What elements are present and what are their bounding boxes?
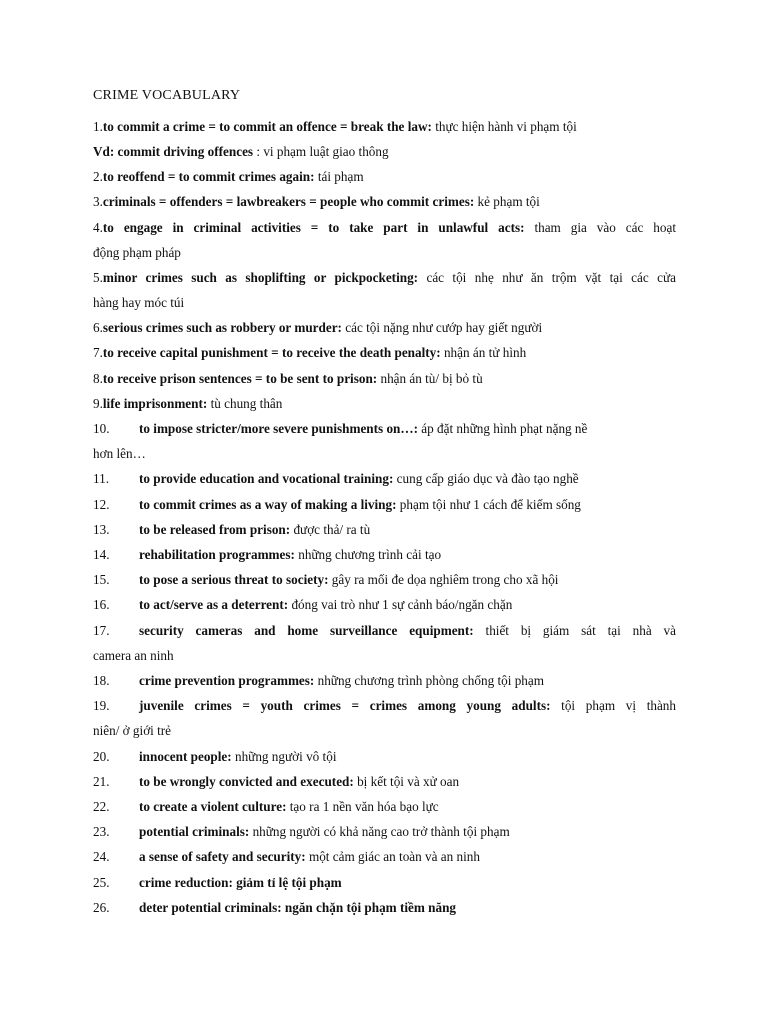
item-gloss: những chương trình cải tạo bbox=[294, 547, 442, 562]
item-gloss: các tội nhẹ như ăn trộm vặt tại các cửa bbox=[418, 270, 676, 285]
item-term: criminals = offenders = lawbreakers = people who commit crimes: bbox=[102, 194, 475, 209]
item-term: to commit crimes as a way of making a living: bbox=[139, 497, 397, 512]
vocab-item-17-continuation: camera an ninh bbox=[93, 648, 174, 663]
vocab-item-22 bbox=[93, 798, 676, 816]
item-gloss: kẻ phạm tội bbox=[474, 194, 540, 209]
item-term: to create a violent culture: bbox=[139, 799, 287, 814]
item-gloss: tù chung thân bbox=[207, 396, 283, 411]
item-term: to be wrongly convicted and executed: bbox=[139, 774, 354, 789]
item-term: life imprisonment: bbox=[102, 396, 208, 411]
vocab-item-16 bbox=[93, 596, 676, 614]
item-term: a sense of safety and security: bbox=[139, 849, 306, 864]
item-number: 12. bbox=[93, 497, 110, 512]
item-number: 14. bbox=[93, 547, 110, 562]
item-gloss: các tội nặng như cướp hay giết người bbox=[341, 320, 543, 335]
item-number: 18. bbox=[93, 673, 110, 688]
item-term: to receive prison sentences = to be sent to prison: bbox=[102, 371, 378, 386]
page-title: CRIME VOCABULARY bbox=[93, 88, 241, 103]
item-gloss: tội phạm vị thành bbox=[550, 698, 676, 713]
vocab-item-10-continuation: hơn lên… bbox=[93, 446, 146, 461]
vocab-item-25 bbox=[93, 874, 676, 892]
vocab-item-18 bbox=[93, 672, 676, 690]
vocab-item-23 bbox=[93, 823, 676, 841]
item-term: juvenile crimes = youth crimes = crimes among young adults: bbox=[139, 698, 551, 713]
item-number: 3. bbox=[93, 194, 103, 209]
vocab-item-8 bbox=[93, 370, 676, 388]
example-term: Vd: commit driving offences bbox=[93, 144, 254, 159]
vocab-item-15 bbox=[93, 571, 676, 589]
item-number: 21. bbox=[93, 774, 110, 789]
vocab-item-19-continuation: niên/ ở giới trẻ bbox=[93, 723, 172, 738]
item-number: 8. bbox=[93, 371, 103, 386]
item-term: to provide education and vocational training: bbox=[139, 471, 394, 486]
item-number: 19. bbox=[93, 698, 110, 713]
vocab-item-21 bbox=[93, 773, 676, 791]
item-number: 1. bbox=[93, 119, 103, 134]
item-gloss: đóng vai trò như 1 sự cảnh báo/ngăn chặn bbox=[288, 597, 513, 612]
example-gloss: : vi phạm luật giao thông bbox=[253, 144, 389, 159]
item-number: 5. bbox=[93, 270, 103, 285]
vocab-item-17 bbox=[93, 622, 676, 640]
item-number: 6. bbox=[93, 320, 103, 335]
vocab-item-5-continuation: hàng hay móc túi bbox=[93, 295, 185, 310]
item-gloss: cung cấp giáo dục và đào tạo nghề bbox=[393, 471, 579, 486]
vocab-item-24 bbox=[93, 848, 676, 866]
vocab-item-12 bbox=[93, 496, 676, 514]
vocab-item-6 bbox=[93, 319, 676, 337]
item-term: minor crimes such as shoplifting or pickpocketing: bbox=[102, 270, 419, 285]
item-gloss: tham gia vào các hoạt bbox=[524, 220, 676, 235]
item-term: rehabilitation programmes: bbox=[139, 547, 295, 562]
vocab-item-4-continuation: động phạm pháp bbox=[93, 245, 181, 260]
item-gloss: những người có khả năng cao trở thành tội phạm bbox=[249, 824, 510, 839]
item-gloss: những chương trình phòng chống tội phạm bbox=[314, 673, 544, 688]
vocab-item-2 bbox=[93, 168, 676, 186]
vocab-item-19 bbox=[93, 697, 676, 715]
item-number: 24. bbox=[93, 849, 110, 864]
item-gloss: ngăn chặn tội phạm tiềm năng bbox=[281, 900, 457, 915]
item-gloss: tái phạm bbox=[314, 169, 364, 184]
item-gloss: thực hiện hành vi phạm tội bbox=[431, 119, 577, 134]
item-term: to commit a crime = to commit an offence = break the law: bbox=[102, 119, 432, 134]
item-number: 22. bbox=[93, 799, 110, 814]
item-gloss: tạo ra 1 nền văn hóa bạo lực bbox=[286, 799, 439, 814]
item-number: 20. bbox=[93, 749, 110, 764]
item-number: 13. bbox=[93, 522, 110, 537]
vocab-item-13 bbox=[93, 521, 676, 539]
vocab-item-4 bbox=[93, 219, 676, 237]
vocab-item-14 bbox=[93, 546, 676, 564]
vocab-item-1 bbox=[93, 118, 676, 136]
vocab-item-20 bbox=[93, 748, 676, 766]
item-gloss: nhận án tù/ bị bỏ tù bbox=[377, 371, 483, 386]
item-gloss: thiết bị giám sát tại nhà và bbox=[473, 623, 676, 638]
vocab-item-9 bbox=[93, 395, 676, 413]
vocab-item-3 bbox=[93, 193, 676, 211]
item-number: 9. bbox=[93, 396, 103, 411]
item-gloss: nhận án tử hình bbox=[440, 345, 527, 360]
item-term: potential criminals: bbox=[139, 824, 250, 839]
item-number: 15. bbox=[93, 572, 110, 587]
item-term: deter potential criminals: bbox=[139, 900, 282, 915]
item-number: 17. bbox=[93, 623, 110, 638]
item-gloss: phạm tội như 1 cách để kiếm sống bbox=[396, 497, 581, 512]
item-gloss: giảm tỉ lệ tội phạm bbox=[232, 875, 342, 890]
vocab-item-5 bbox=[93, 269, 676, 287]
item-number: 23. bbox=[93, 824, 110, 839]
item-term: serious crimes such as robbery or murder: bbox=[102, 320, 342, 335]
vocab-item-26 bbox=[93, 899, 676, 917]
item-gloss: áp đặt những hình phạt nặng nề bbox=[417, 421, 588, 436]
vocab-item-7 bbox=[93, 344, 676, 362]
item-term: crime prevention programmes: bbox=[139, 673, 315, 688]
vocab-item-11 bbox=[93, 470, 676, 488]
item-number: 4. bbox=[93, 220, 103, 235]
item-term: to reoffend = to commit crimes again: bbox=[102, 169, 315, 184]
item-number: 26. bbox=[93, 900, 110, 915]
item-gloss: gây ra mối đe dọa nghiêm trong cho xã hội bbox=[328, 572, 559, 587]
item-term: to be released from prison: bbox=[139, 522, 291, 537]
item-term: to pose a serious threat to society: bbox=[139, 572, 329, 587]
item-term: innocent people: bbox=[139, 749, 232, 764]
item-term: crime reduction: bbox=[139, 875, 233, 890]
item-term: to engage in criminal activities = to take part in unlawful acts: bbox=[102, 220, 525, 235]
item-term: to receive capital punishment = to receive the death penalty: bbox=[102, 345, 441, 360]
item-gloss: một cảm giác an toàn và an ninh bbox=[305, 849, 480, 864]
item-term: security cameras and home surveillance equipment: bbox=[139, 623, 474, 638]
item-gloss: được thả/ ra tù bbox=[290, 522, 371, 537]
item-term: to act/serve as a deterrent: bbox=[139, 597, 289, 612]
vocab-item-10 bbox=[93, 420, 676, 438]
item-number: 7. bbox=[93, 345, 103, 360]
item-number: 2. bbox=[93, 169, 103, 184]
item-number: 16. bbox=[93, 597, 110, 612]
item-gloss: bị kết tội và xử oan bbox=[353, 774, 460, 789]
item-number: 11. bbox=[93, 471, 109, 486]
item-number: 25. bbox=[93, 875, 110, 890]
item-number: 10. bbox=[93, 421, 110, 436]
item-term: to impose stricter/more severe punishments on…: bbox=[139, 421, 418, 436]
vocab-example bbox=[93, 143, 676, 161]
item-gloss: những người vô tội bbox=[231, 749, 337, 764]
